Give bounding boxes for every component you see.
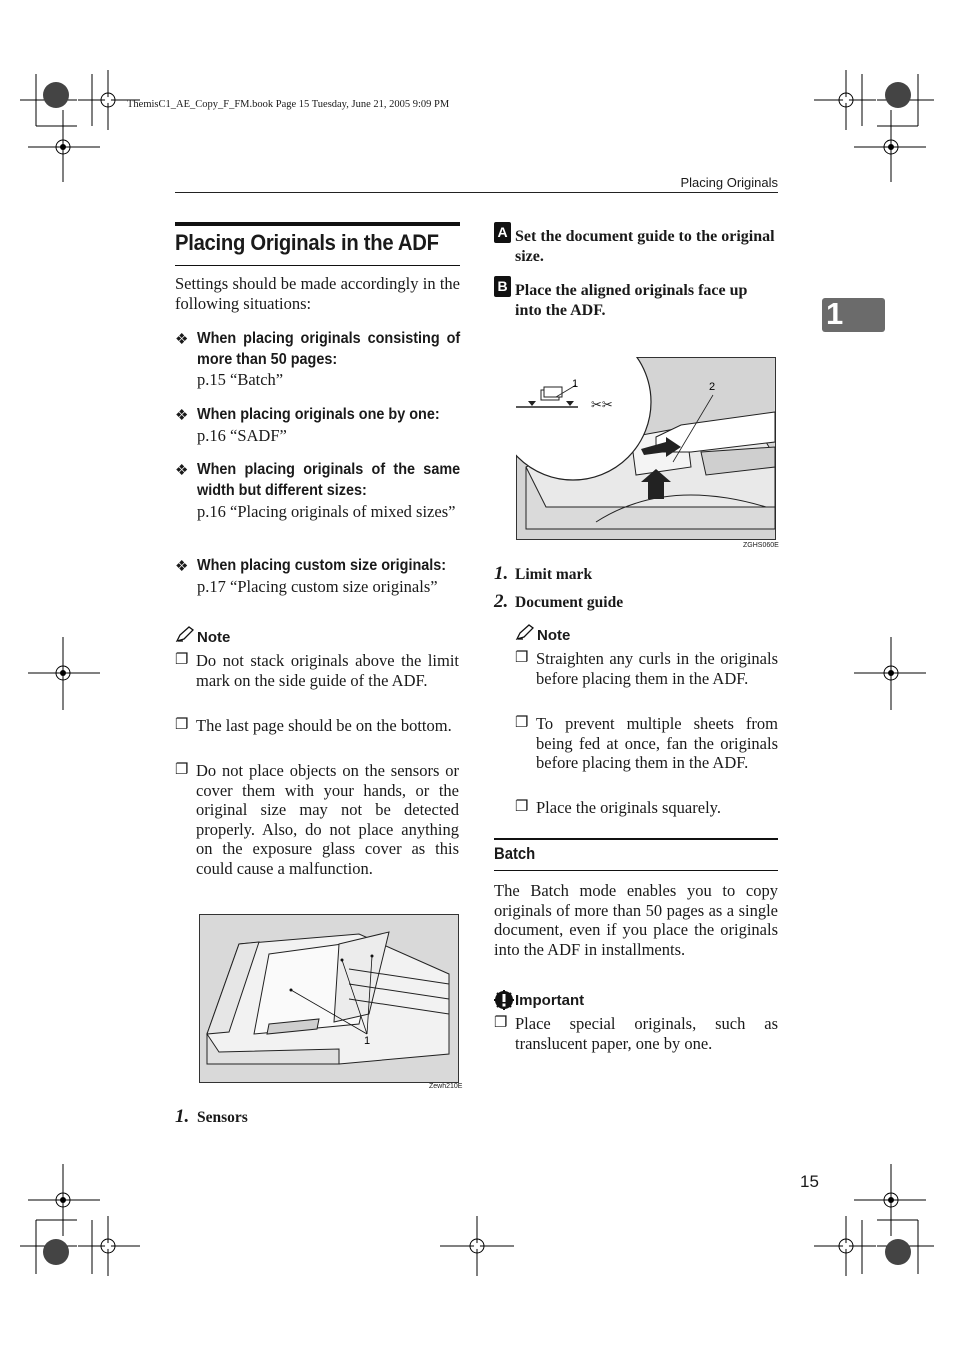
note-item-text: Straighten any curls in the originals before placing them in the ADF. — [536, 649, 778, 688]
note-item-text: To prevent multiple sheets from being fed at once, fan the originals before placing them in the ADF. — [536, 714, 778, 773]
important-icon — [494, 990, 514, 1010]
situation-heading: When placing originals consisting of more than 50 pages: — [197, 330, 461, 368]
note-pencil-icon — [175, 626, 195, 643]
note-item-text: Do not stack originals above the limit mark on the side guide of the ADF. — [196, 651, 459, 690]
chapter-tab-number: 1 — [826, 296, 844, 331]
diamond-bullet-icon: ❖ — [175, 559, 189, 575]
checkbox-bullet-icon: ❐ — [175, 762, 189, 778]
step-number-icon: B — [494, 276, 511, 297]
situation-heading: When placing originals of the same width but different sizes: — [197, 461, 461, 499]
note-item — [175, 716, 459, 736]
important-label: Important — [515, 992, 585, 1009]
note-item — [175, 651, 459, 690]
checkbox-bullet-icon: ❐ — [175, 717, 189, 733]
figure-callout: 1 — [364, 1035, 371, 1047]
batch-bottom-rule — [494, 870, 778, 871]
checkbox-bullet-icon: ❐ — [515, 650, 529, 666]
note-label: Note — [197, 629, 231, 646]
note-item — [515, 798, 778, 818]
diamond-bullet-icon: ❖ — [175, 408, 189, 424]
section-title-rule — [175, 265, 460, 266]
section-title: Placing Originals in the ADF — [175, 230, 439, 255]
situation-ref: p.16 “SADF” — [197, 426, 287, 445]
note-item-text: Do not place objects on the sensors or cover them with your hands, or the original size may not be detected properly. Also, do not place anything on the exposure glass cover as this could cause a malfunction. — [196, 761, 459, 878]
figure-code: ZGHS060E — [743, 542, 779, 549]
note-item-text: Place the originals squarely. — [536, 798, 721, 817]
header-rule — [175, 192, 778, 193]
step-text: Set the document guide to the original size. — [515, 228, 775, 265]
svg-text:✂✂: ✂✂ — [591, 397, 613, 412]
caption-number: 2. — [494, 591, 509, 612]
note-item — [515, 649, 778, 688]
checkbox-bullet-icon: ❐ — [175, 652, 189, 668]
diamond-bullet-icon: ❖ — [175, 332, 189, 348]
caption-text: Sensors — [197, 1109, 248, 1126]
batch-top-rule — [494, 838, 778, 840]
situation-ref: p.16 “Placing originals of mixed sizes” — [197, 502, 456, 521]
file-info: ThemisC1_AE_Copy_F_FM.book Page 15 Tuesday, June 21, 2005 9:09 PM — [127, 99, 450, 110]
adf-sensors-illustration — [199, 914, 459, 1083]
situation-ref: p.17 “Placing custom size originals” — [197, 577, 438, 596]
adf-placing-originals-illustration — [516, 357, 776, 540]
step-number-icon: A — [494, 222, 511, 243]
checkbox-bullet-icon: ❐ — [515, 715, 529, 731]
note-label: Note — [537, 627, 571, 644]
situation-heading: When placing custom size originals: — [197, 557, 447, 574]
situation-ref: p.15 “Batch” — [197, 370, 284, 389]
intro-text: Settings should be made accordingly in the following situations: — [175, 274, 460, 313]
note-item — [175, 761, 459, 879]
caption-number: 1. — [494, 563, 509, 584]
important-item — [494, 1014, 778, 1053]
section-title-bar — [175, 222, 460, 226]
diamond-bullet-icon: ❖ — [175, 463, 189, 479]
step-text: Place the aligned originals face up into the ADF. — [515, 282, 748, 319]
page-number: 15 — [800, 1172, 819, 1191]
batch-heading: Batch — [494, 845, 536, 863]
figure-callout: 2 — [709, 381, 716, 393]
figure-code: Zewh210E — [429, 1083, 463, 1090]
situation-heading: When placing originals one by one: — [197, 406, 440, 423]
batch-text: The Batch mode enables you to copy originals of more than 50 pages as a single document, even if you place the originals into the ADF in installments. — [494, 881, 778, 959]
checkbox-bullet-icon: ❐ — [494, 1015, 508, 1031]
running-head: Placing Originals — [680, 175, 778, 190]
caption-text: Limit mark — [515, 566, 593, 583]
important-item-text: Place special originals, such as translucent paper, one by one. — [515, 1014, 778, 1053]
chapter-tab — [822, 298, 885, 332]
note-item — [515, 714, 778, 773]
figure-callout: 1 — [572, 378, 579, 390]
caption-text: Document guide — [515, 594, 624, 611]
note-pencil-icon — [515, 624, 535, 641]
caption-number: 1. — [175, 1106, 190, 1127]
checkbox-bullet-icon: ❐ — [515, 799, 529, 815]
note-item-text: The last page should be on the bottom. — [196, 716, 452, 735]
